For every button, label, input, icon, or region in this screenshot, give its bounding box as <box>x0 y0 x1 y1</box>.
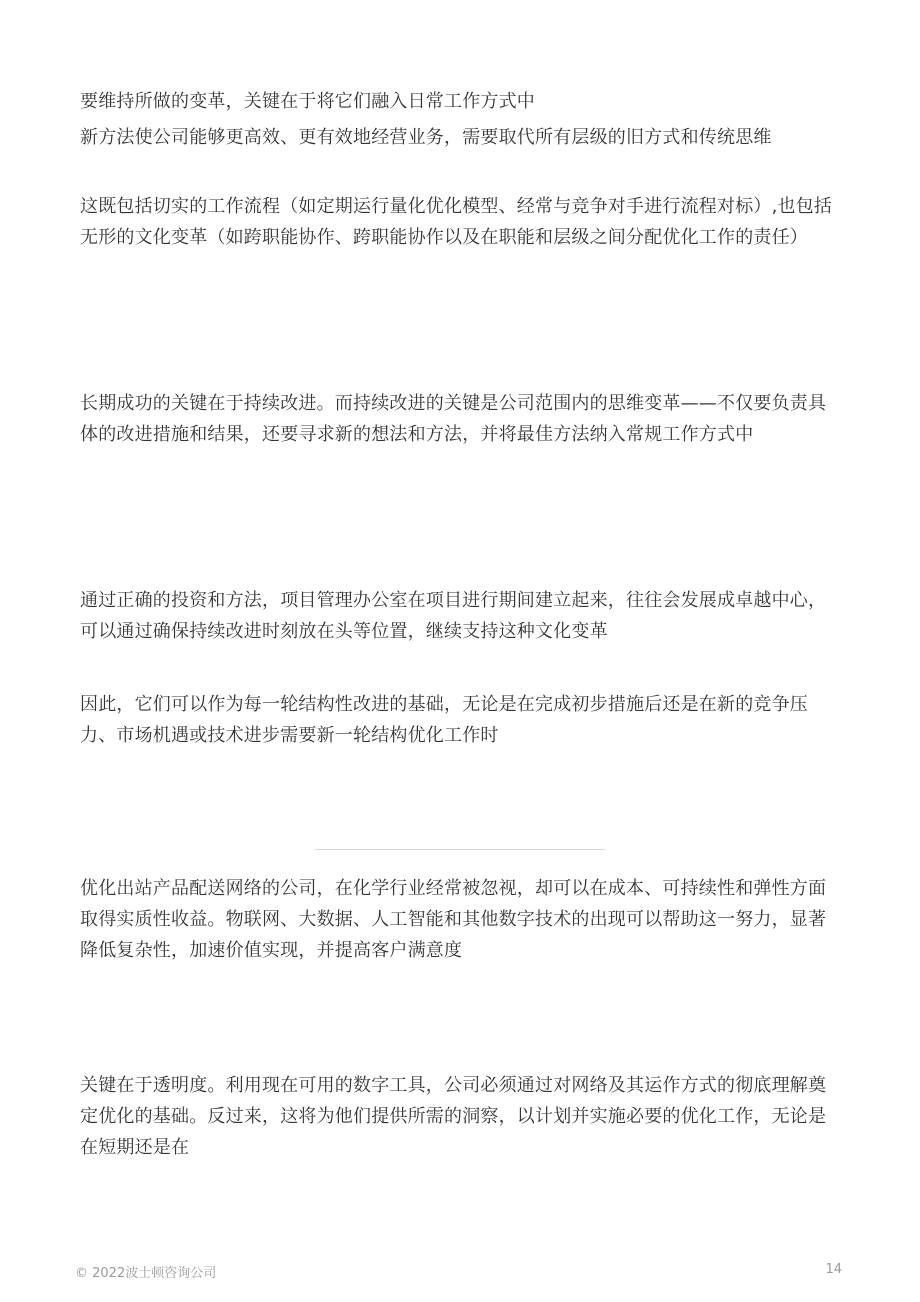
paragraph-1: 要维持所做的变革，关键在于将它们融入日常工作方式中 <box>80 91 535 112</box>
page-number: 14 <box>825 1262 842 1277</box>
paragraph-5: 通过正确的投资和方法，项目管理办公室在项目进行期间建立起来，往往会发展成卓越中心，可以通过确保持续改进时刻放在头等位置，继续支持这种文化变革 <box>80 590 827 642</box>
paragraph-2: 新方法使公司能够更高效、更有效地经营业务，需要取代所有层级的旧方式和传统思维 <box>80 127 772 148</box>
footer-copyright: © 2022波士顿咨询公司 <box>75 1266 217 1281</box>
paragraph-8: 关键在于透明度。利用现在可用的数字工具，公司必须通过对网络及其运作方式的彻底理解奠定优化的基础。反过来，这将为他们提供所需的洞察，以计划并实施必要的优化工作，无论是在短期还是在 <box>80 1075 827 1158</box>
paragraph-6: 因此，它们可以作为每一轮结构性改进的基础，无论是在完成初步措施后还是在新的竞争压力、市场机遇或技术进步需要新一轮结构优化工作时 <box>80 694 808 746</box>
paragraph-4: 长期成功的关键在于持续改进。而持续改进的关键是公司范围内的思维变革——不仅要负责具体的改进措施和结果，还要寻求新的想法和方法，并将最佳方法纳入常规工作方式中 <box>80 393 827 445</box>
paragraph-3: 这既包括切实的工作流程（如定期运行量化优化模型、经常与竞争对手进行流程对标）,也包括无形的文化变革（如跨职能协作、跨职能协作以及在职能和层级之间分配优化工作的责任） <box>80 196 833 248</box>
paragraph-7: 优化出站产品配送网络的公司，在化学行业经常被忽视，却可以在成本、可持续性和弹性方面取得实质性收益。物联网、大数据、人工智能和其他数字技术的出现可以帮助这一努力，显著降低复杂性，加速价值实现，并提高客户满意度 <box>80 878 827 961</box>
section-divider <box>315 849 605 850</box>
